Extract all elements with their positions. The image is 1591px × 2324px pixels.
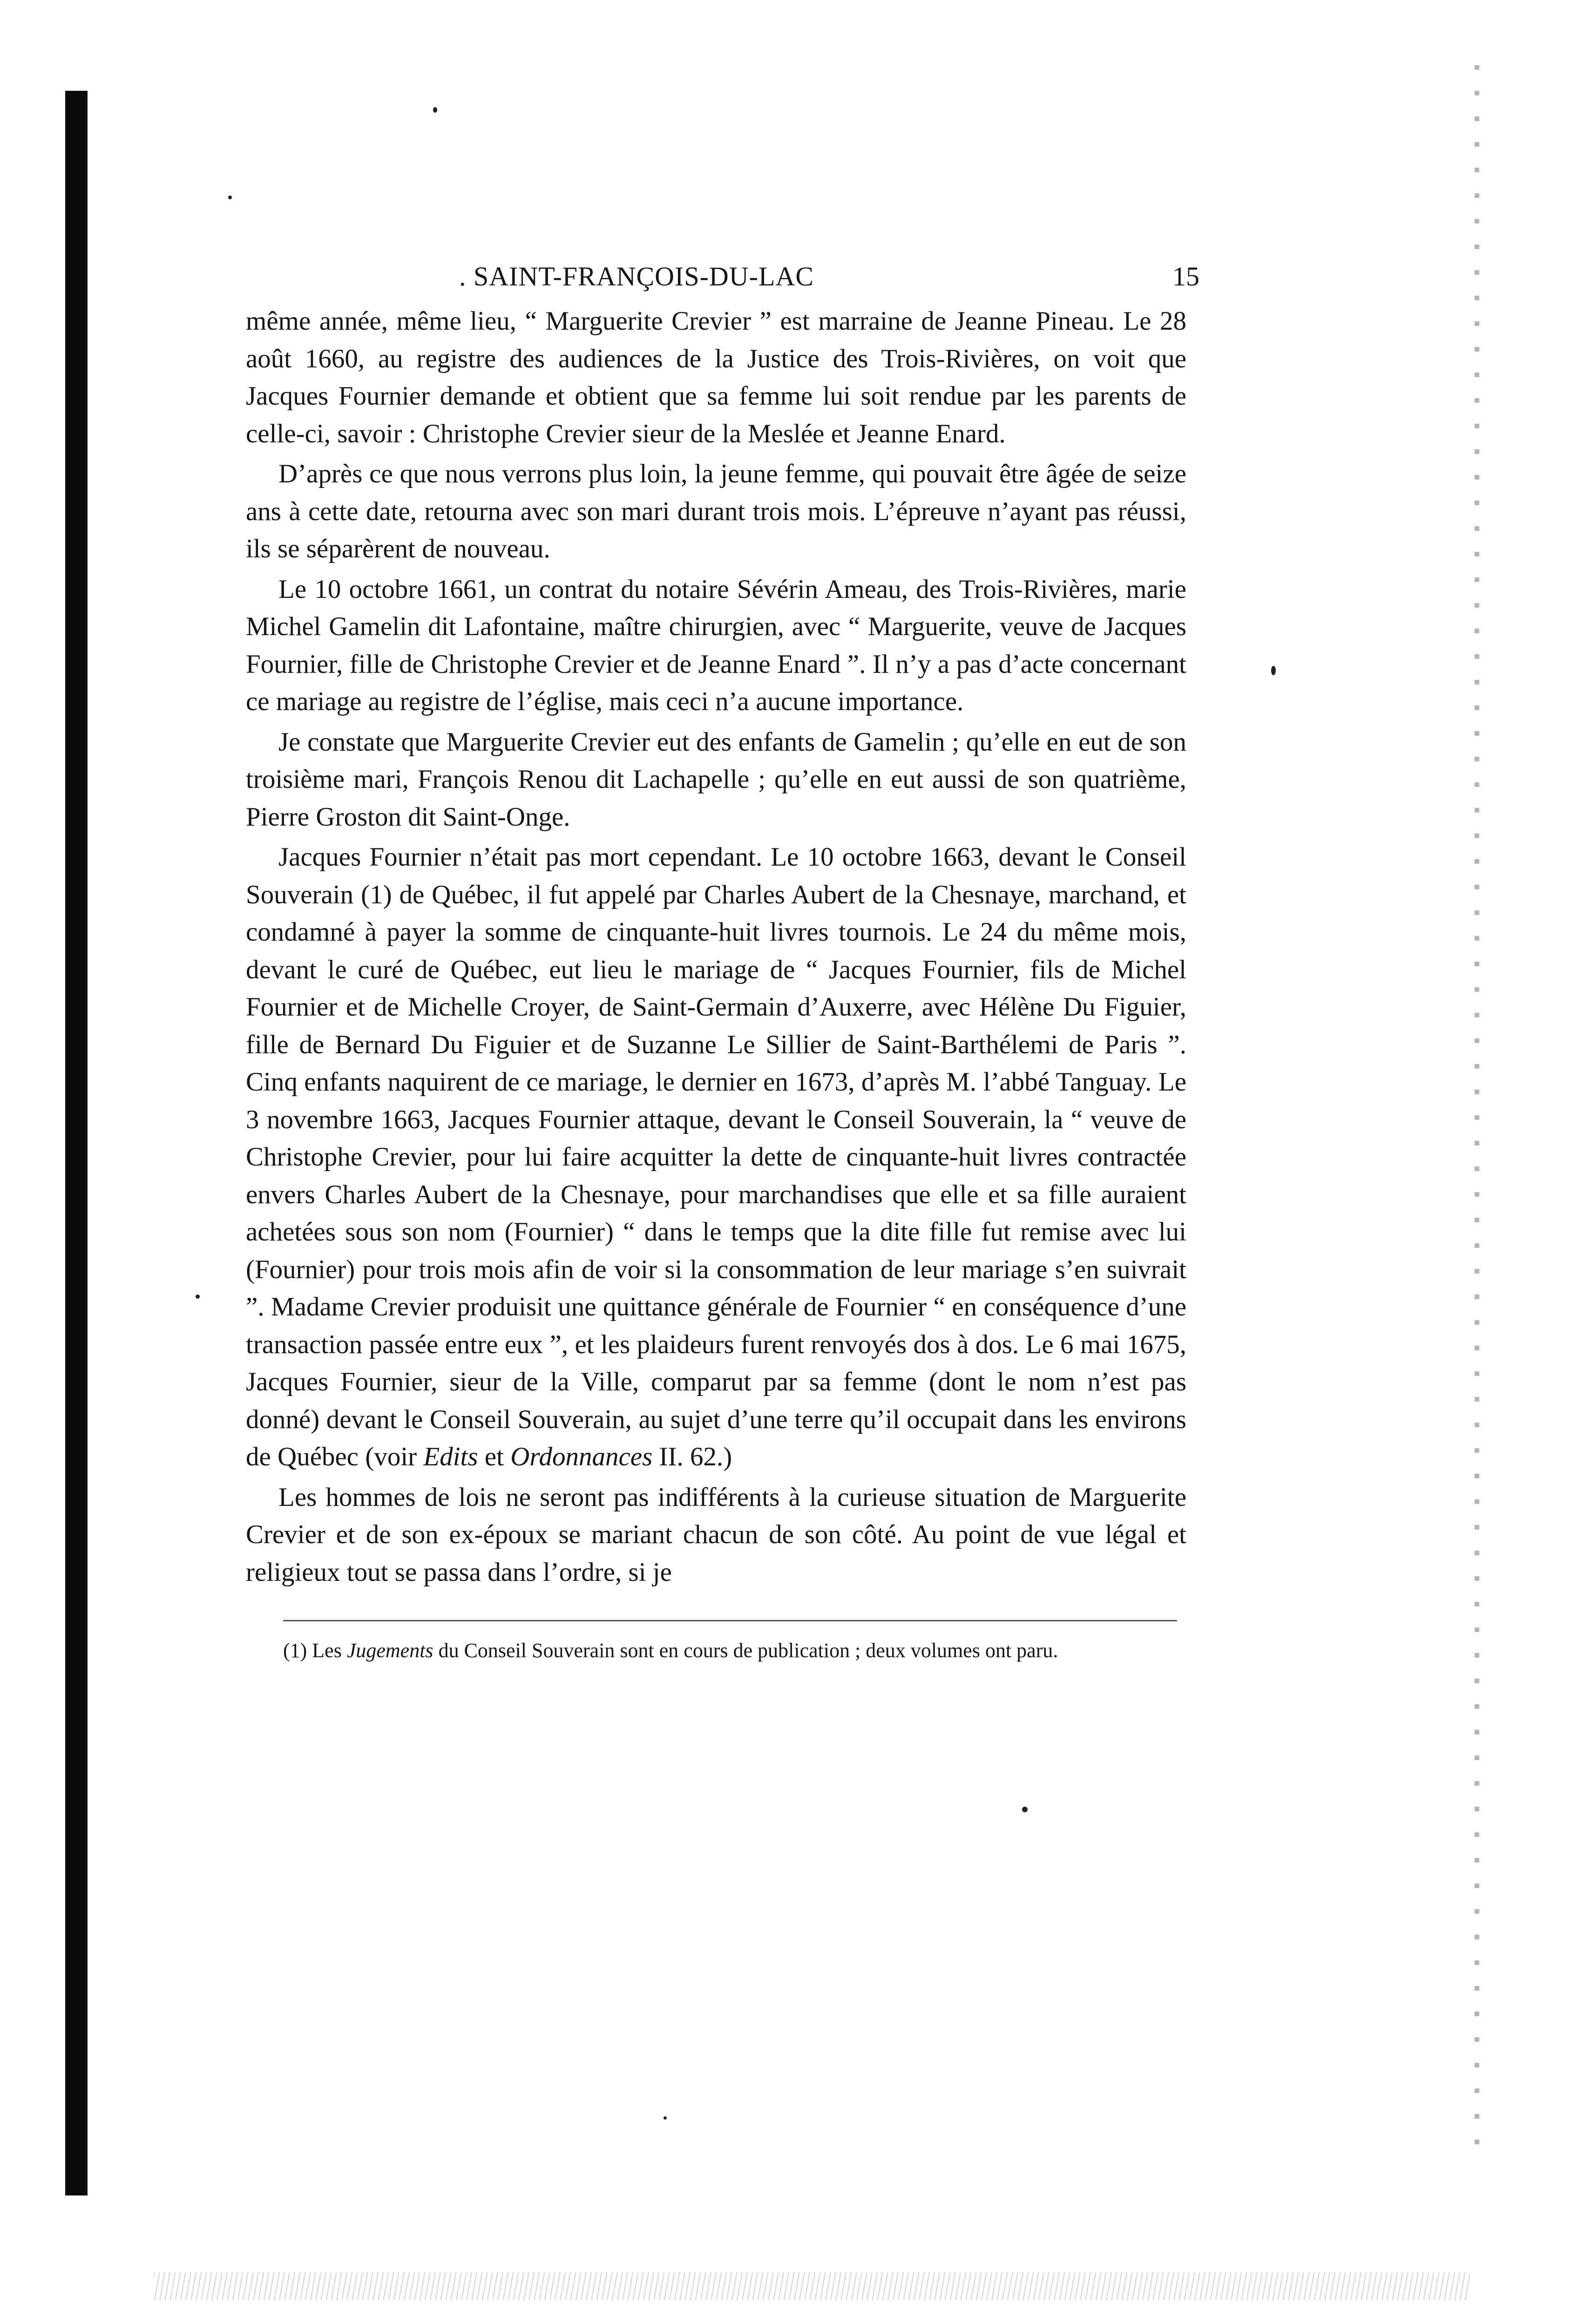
scan-bottom-noise	[154, 2272, 1470, 2300]
paragraph-text: Jacques Fournier n’était pas mort cependant. Le 10 octobre 1663, devant le Conseil Souverain (1) de Québec, il fut appelé par Charles Aubert de la Chesnaye, marchand, et condamné à payer la somme de cinquante-huit livres tournois. Le 24 du même mois, devant le curé de Québec, eut lieu le mariage de “ Jacques Fournier, fils de Michel Fournier et de Michelle Croyer, de Saint-Germain d’Auxerre, avec Hélène Du Figuier, fille de Bernard Du Figuier et de Suzanne Le Sillier de Saint-Barthélemi de Paris ”. Cinq enfants naquirent de ce mariage, le dernier en 1673, d’après M. l’abbé Tanguay. Le 3 novembre 1663, Jacques Fournier attaque, devant le Conseil Souverain, la “ veuve de Christophe Crevier, pour lui faire acquitter la dette de cinquante-huit livres contractée envers Charles Aubert de la Chesnaye, pour marchandises que elle et sa fille auraient achetées sous son nom (Fournier) “ dans le temps que la dite fille fut remise avec lui (Fournier) pour trois mois afin de voir si la consommation de leur mariage s’en suivrait ”. Madame Crevier produisit une quittance générale de Fournier “ en conséquence d’une transaction passée entre eux ”, et les plaideurs furent renvoyés dos à dos. Le 6 mai 1675, Jacques Fournier, sieur de la Ville, comparut par sa femme (dont le nom n’est pas donné) devant le Conseil Souverain, au sujet d’une terre qu’il occupait dans les environs de Québec (voir	[246, 842, 1186, 1471]
running-head	[246, 261, 1199, 296]
paragraph	[246, 455, 1186, 568]
paragraph-text: D’après ce que nous verrons plus loin, la jeune femme, qui pouvait être âgée de seize ans à cette date, retourna avec son mari durant trois mois. L’épreuve n’ayant pas réussi, ils se séparèrent de nouveau.	[246, 459, 1186, 563]
italic-text: Ordonnances	[510, 1442, 653, 1471]
paragraph	[246, 839, 1186, 1476]
paragraph-text: Le 10 octobre 1661, un contrat du notaire Sévérin Ameau, des Trois-Rivières, marie Michel Gamelin dit Lafontaine, maître chirurgien, avec “ Marguerite, veuve de Jacques Fournier, fille de Christophe Crevier et de Jeanne Enard ”. Il n’y a pas d’acte concernant ce mariage au registre de l’église, mais ceci n’a aucune importance.	[246, 574, 1186, 716]
paragraph-text: Je constate que Marguerite Crevier eut des enfants de Gamelin ; qu’elle en eut de son troisième mari, François Renou dit Lachapelle ; qu’elle en eut aussi de son quatrième, Pierre Groston dit Saint-Onge.	[246, 727, 1186, 832]
scan-speck	[1022, 1807, 1028, 1812]
paragraph-text: et	[478, 1442, 511, 1471]
paragraph-text: Les hommes de lois ne seront pas indifférents à la curieuse situation de Marguerite Crevier et de son ex-époux se mariant chacun de son côté. Au point de vue légal et religieux tout se passa dans l’ordre, si je	[246, 1482, 1186, 1587]
running-head-title: . SAINT-FRANÇOIS-DU-LAC	[459, 261, 814, 291]
scan-speck	[196, 1294, 200, 1299]
footnote-rule	[283, 1620, 1177, 1621]
paragraph	[246, 303, 1186, 453]
binding-edge-shadow	[65, 91, 88, 2195]
paragraph	[246, 571, 1186, 721]
book-page	[246, 261, 1199, 1667]
scan-edge-marks	[1475, 65, 1479, 2161]
body-text	[246, 303, 1186, 1591]
page-number: 15	[1172, 261, 1199, 291]
italic-text: Edits	[423, 1442, 478, 1471]
paragraph	[246, 724, 1186, 836]
footnote	[246, 1634, 1186, 1667]
paragraph-text: même année, même lieu, “ Marguerite Crevier ” est marraine de Jeanne Pineau. Le 28 août 1660, au registre des audiences de la Justice des Trois-Rivières, on voit que Jacques Fournier demande et obtient que sa femme lui soit rendue par les parents de celle-ci, savoir : Christophe Crevier sieur de la Meslée et Jeanne Enard.	[246, 306, 1186, 448]
scan-speck	[433, 107, 437, 113]
scan-speck	[228, 196, 232, 199]
scan-speck	[1271, 666, 1276, 675]
paragraph-text: II. 62.)	[652, 1442, 732, 1471]
footnote-text: du Conseil Souverain sont en cours de publication ; deux volumes ont paru.	[433, 1639, 1058, 1662]
footnote-italic: Jugements	[346, 1639, 433, 1662]
paragraph	[246, 1479, 1186, 1592]
scan-speck	[663, 2116, 667, 2120]
footnote-lead: (1) Les	[283, 1639, 347, 1662]
